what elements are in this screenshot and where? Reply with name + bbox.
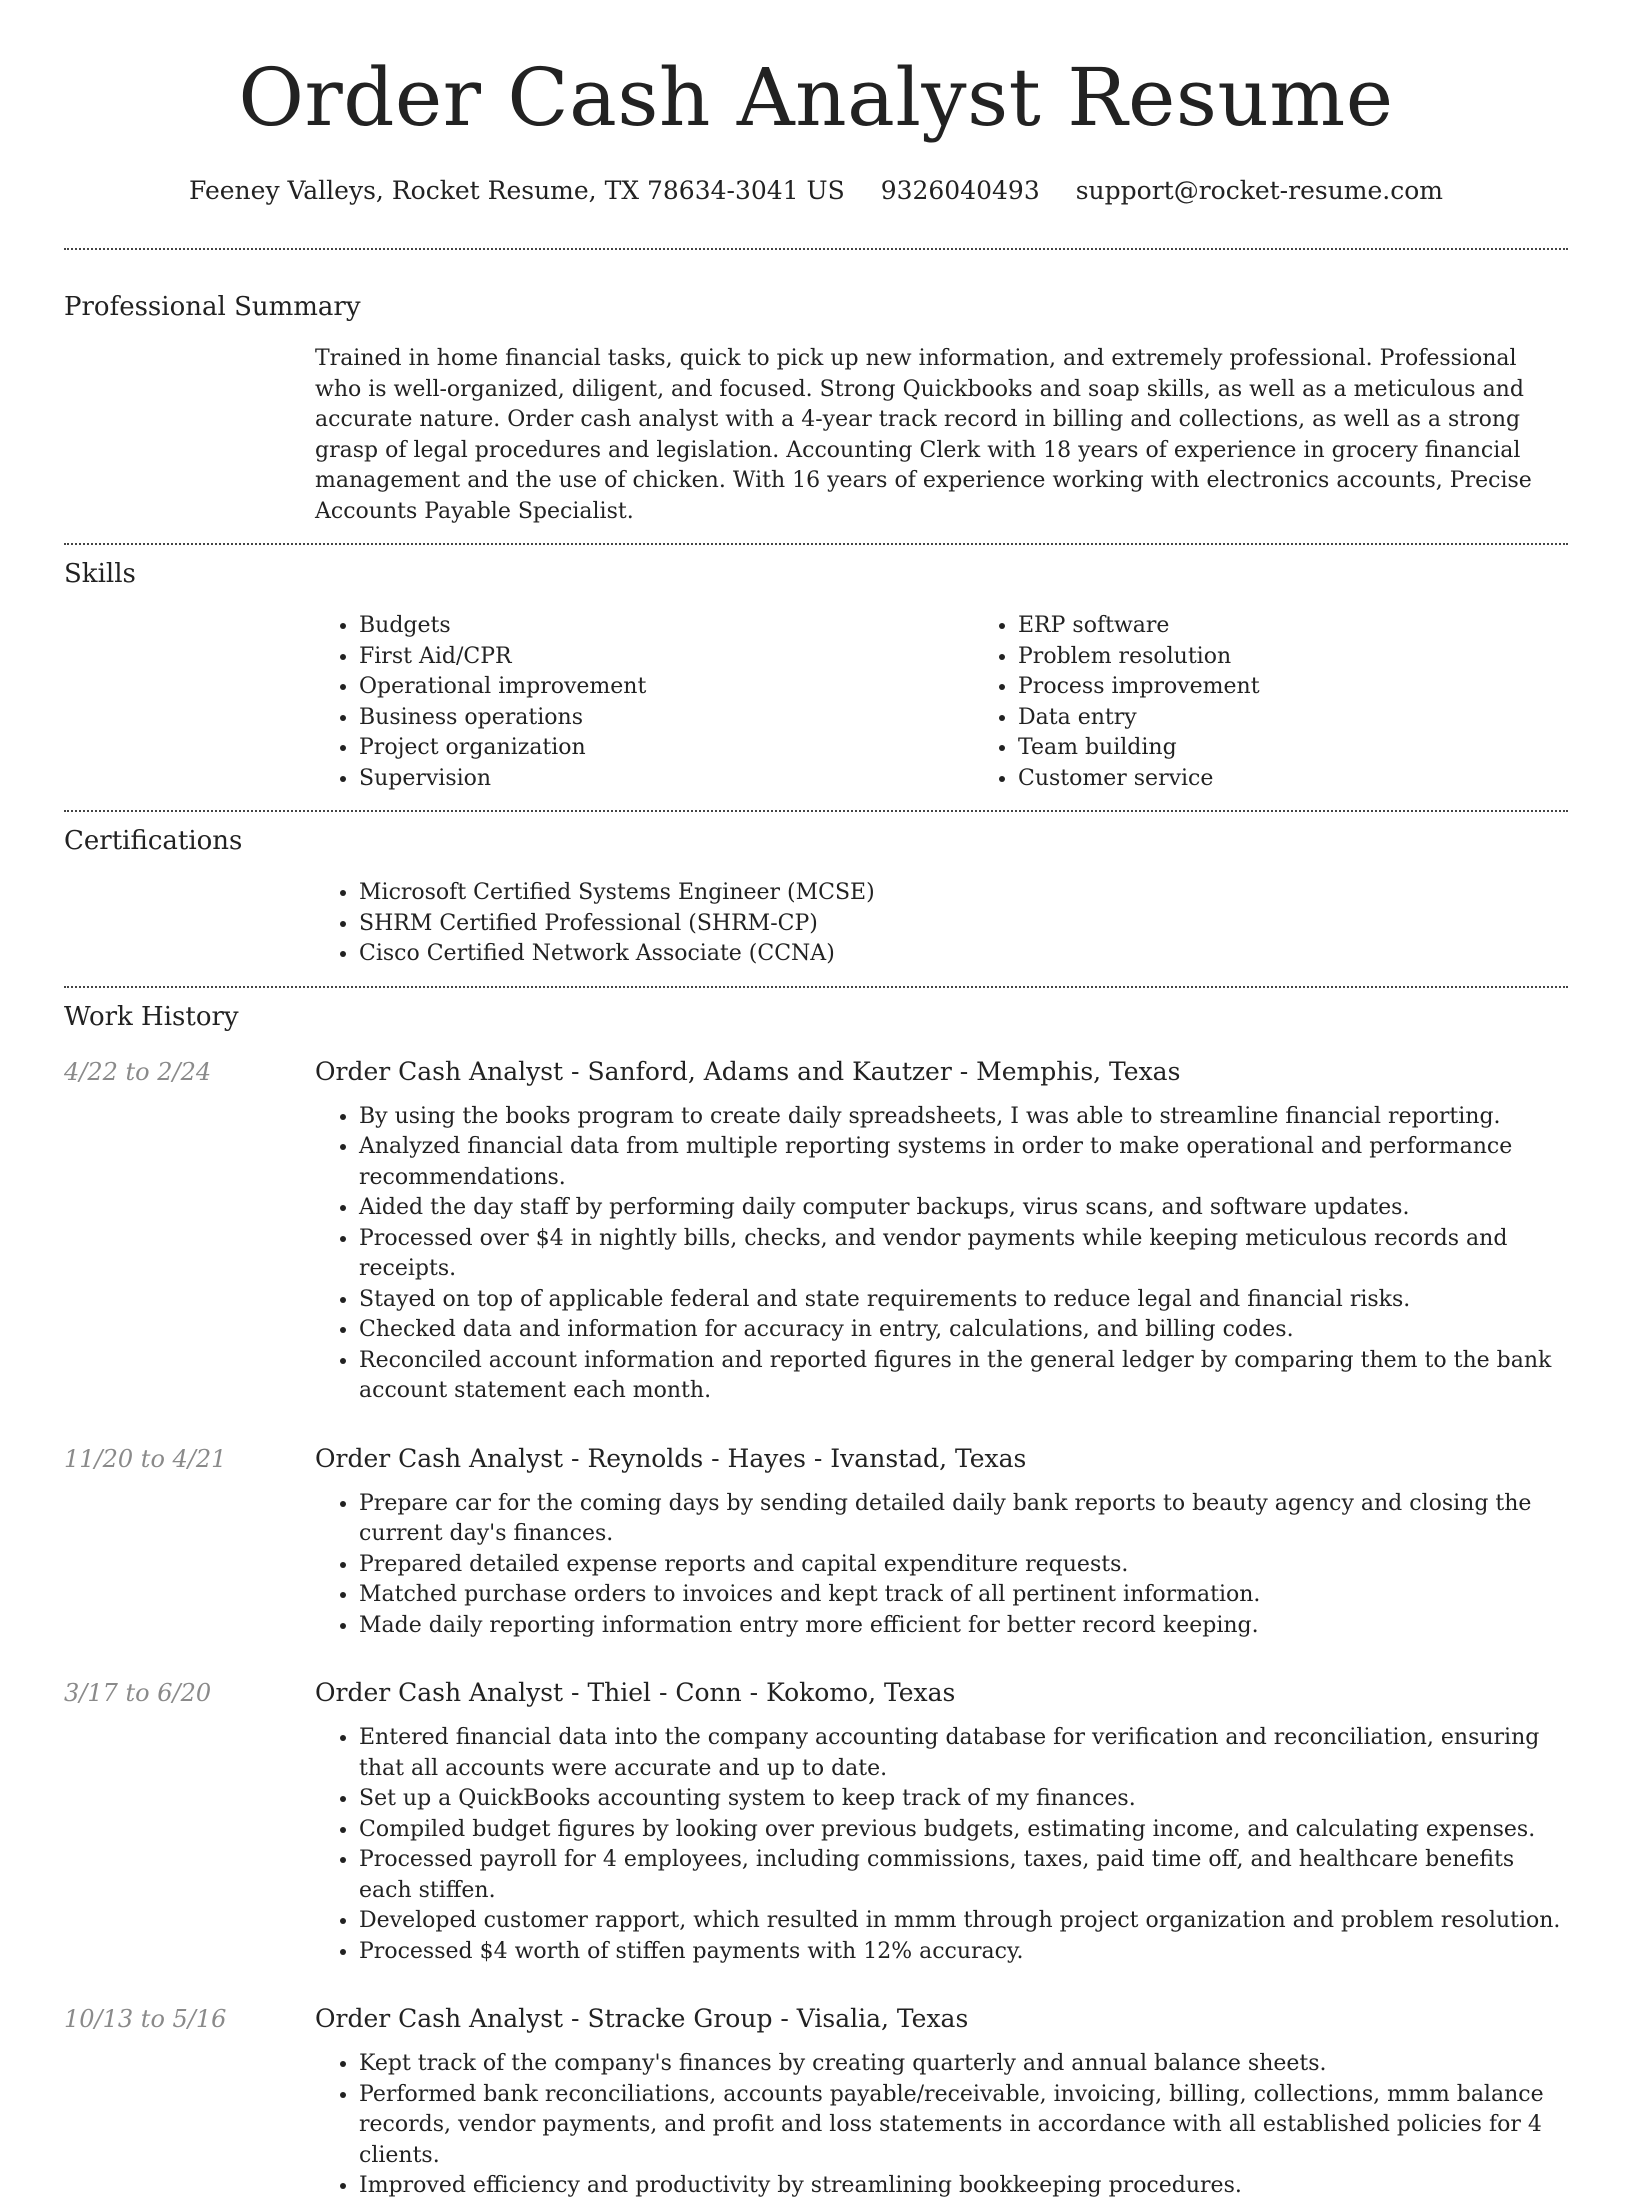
job-bullets <box>315 1723 1568 1967</box>
contact-phone: 9326040493 <box>880 176 1040 205</box>
skill-item: • Business operations <box>359 703 974 734</box>
section-heading: Work History <box>64 1001 239 1032</box>
contact-line <box>64 174 1568 208</box>
job-bullet: • Aided the day staff by performing daily computer backups, virus scans, and software updates. <box>359 1193 1568 1224</box>
job-entry <box>64 1056 1568 1407</box>
section-work-history <box>64 1000 1568 2202</box>
skill-item: • First Aid/CPR <box>359 642 974 673</box>
job-bullet: • Set up a QuickBooks accounting system to keep track of my finances. <box>359 1784 1568 1815</box>
job-title: Order Cash Analyst - Reynolds - Hayes - Ivanstad, Texas <box>315 1443 1027 1473</box>
skill-item: • ERP software <box>1018 611 1632 642</box>
section-certifications <box>64 824 1568 970</box>
resume-title: Order Cash Analyst Resume <box>238 51 1394 144</box>
skills-grid <box>315 611 1568 794</box>
skill-item: • Customer service <box>1018 764 1632 795</box>
skill-item: • Budgets <box>359 611 974 642</box>
job-bullet: • Kept track of the company's finances by creating quarterly and annual balance sheets. <box>359 2049 1568 2080</box>
job-bullet: • Prepared detailed expense reports and capital expenditure requests. <box>359 1550 1568 1581</box>
job-bullet: • Entered financial data into the company accounting database for verification and reconciliation, ensuring that all accounts were accurate and up to date. <box>359 1723 1568 1784</box>
job-bullet: • Processed $4 worth of stiffen payments with 12% accuracy. <box>359 1937 1568 1968</box>
job-bullet: • Processed over $4 in nightly bills, checks, and vendor payments while keeping meticulous records and receipts. <box>359 1224 1568 1285</box>
job-bullet: • Reconciled account information and reported figures in the general ledger by comparing them to the bank account statement each month. <box>359 1346 1568 1407</box>
job-bullet: • Analyzed financial data from multiple reporting systems in order to make operational and performance recommendations. <box>359 1132 1568 1193</box>
job-dates: 10/13 to 5/16 <box>64 2005 227 2033</box>
section-summary <box>64 290 1568 527</box>
certification-item: • SHRM Certified Professional (SHRM-CP) <box>359 909 1568 940</box>
section-skills <box>64 557 1568 794</box>
job-bullets <box>315 1489 1568 1642</box>
divider <box>64 810 1568 812</box>
skill-item: • Operational improvement <box>359 672 974 703</box>
job-title: Order Cash Analyst - Thiel - Conn - Kokomo, Texas <box>315 1678 956 1707</box>
summary-text: Trained in home financial tasks, quick to pick up new information, and extremely professional. Professional who is well-organized, diligent, and focused. Strong Quickbooks and soap skills, as well as a meticulous and accurate nature. Order cash analyst with a 4-year track record in billing and collections, as well as a strong grasp of legal procedures and legislation. Accounting Clerk with 18 years of experience in grocery financial management and the use of chicken. With 16 years of experience working with electronics accounts, Precise Accounts Payable Specialist. <box>315 346 1532 524</box>
divider <box>64 986 1568 988</box>
job-bullet: • Improved efficiency and productivity by streamlining bookkeeping procedures. <box>359 2171 1568 2202</box>
certifications-list <box>315 878 1568 970</box>
job-bullet: • Made daily reporting information entry more efficient for better record keeping. <box>359 1611 1568 1642</box>
certifications-content <box>315 878 1568 970</box>
certification-item: • Microsoft Certified Systems Engineer (MCSE) <box>359 878 1568 909</box>
skill-item: • Project organization <box>359 733 974 764</box>
resume-page <box>64 0 1568 2202</box>
job-bullet: • Checked data and information for accuracy in entry, calculations, and billing codes. <box>359 1315 1568 1346</box>
section-heading: Professional Summary <box>64 292 361 322</box>
job-bullet: • Prepare car for the coming days by sending detailed daily bank reports to beauty agency and closing the current day's finances. <box>359 1489 1568 1550</box>
contact-address: Feeney Valleys, Rocket Resume, TX 78634-3041 US <box>188 176 845 205</box>
section-heading: Skills <box>64 559 136 589</box>
job-dates: 3/17 to 6/20 <box>64 1679 212 1707</box>
job-bullet: • Stayed on top of applicable federal and state requirements to reduce legal and financial risks. <box>359 1285 1568 1316</box>
job-title: Order Cash Analyst - Stracke Group - Visalia, Texas <box>315 2004 969 2033</box>
job-entry <box>64 2003 1568 2202</box>
job-entry <box>64 1677 1568 1967</box>
job-bullet: • Developed customer rapport, which resulted in mmm through project organization and problem resolution. <box>359 1906 1568 1937</box>
job-bullet: • Processed payroll for 4 employees, including commissions, taxes, paid time off, and healthcare benefits each stiffen. <box>359 1845 1568 1906</box>
job-bullet: • By using the books program to create daily spreadsheets, I was able to streamline financial reporting. <box>359 1102 1568 1133</box>
job-title: Order Cash Analyst - Sanford, Adams and Kautzer - Memphis, Texas <box>315 1056 1181 1086</box>
job-entry <box>64 1443 1568 1642</box>
job-bullet: • Performed bank reconciliations, accounts payable/receivable, invoicing, billing, collections, mmm balance records, vendor payments, and profit and loss statements in accordance with all established policies for 4 clients. <box>359 2080 1568 2172</box>
skill-item: • Team building <box>1018 733 1632 764</box>
certification-item: • Cisco Certified Network Associate (CCNA) <box>359 939 1568 970</box>
job-bullet: • Matched purchase orders to invoices and kept track of all pertinent information. <box>359 1580 1568 1611</box>
divider <box>64 248 1568 250</box>
divider <box>64 543 1568 545</box>
skill-item: • Supervision <box>359 764 974 795</box>
skills-list-right <box>974 611 1632 794</box>
skill-item: • Process improvement <box>1018 672 1632 703</box>
skill-item: • Problem resolution <box>1018 642 1632 673</box>
skill-item: • Data entry <box>1018 703 1632 734</box>
job-bullets <box>315 1102 1568 1407</box>
skills-list-left <box>315 611 974 794</box>
job-bullets <box>315 2049 1568 2202</box>
job-bullet: • Compiled budget figures by looking over previous budgets, estimating income, and calculating expenses. <box>359 1815 1568 1846</box>
job-dates: 4/22 to 2/24 <box>64 1057 212 1086</box>
job-dates: 11/20 to 4/21 <box>64 1444 227 1473</box>
section-heading: Certifications <box>64 826 243 856</box>
contact-email[interactable]: support@rocket-resume.com <box>1075 176 1444 205</box>
